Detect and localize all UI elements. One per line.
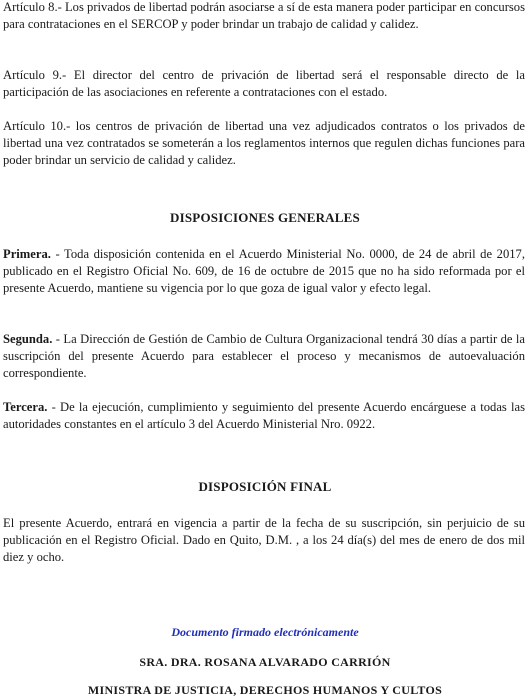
article-9: Artículo 9.- El director del centro de privación de libertad será el responsable directo de la participación de las asociaciones en referente a contrataciones con el estado. bbox=[3, 68, 525, 99]
electronic-signature-note: Documento firmado electrónicamente bbox=[171, 625, 359, 639]
final-provision-heading: DISPOSICIÓN FINAL bbox=[198, 479, 332, 494]
provision-segunda-text: - La Dirección de Gestión de Cambio de Cultura Organizacional tendrá 30 días a partir de la suscripción del presente Acuerdo para establecer el proceso y mecanismos de autoevaluación correspondiente. bbox=[3, 332, 525, 380]
provision-primera-text: - Toda disposición contenida en el Acuerdo Ministerial No. 0000, de 24 de abril de 2017, publicado en el Registro Oficial No. 609, de 16 de octubre de 2015 que no ha sido reformada por el presente Acuerdo, mantiene su vigencia por lo que goza de igual valor y efecto legal. bbox=[3, 247, 525, 295]
signer-name: SRA. DRA. ROSANA ALVARADO CARRIÓN bbox=[139, 655, 391, 669]
final-provision-text: El presente Acuerdo, entrará en vigencia a partir de la fecha de su suscripción, sin perjuicio de su publicación en el Registro Oficial. Dado en Quito, D.M. , a los 24 día(s) del mes de enero de dos mil diez y ocho. bbox=[3, 516, 525, 564]
general-provisions-heading: DISPOSICIONES GENERALES bbox=[170, 210, 360, 225]
provision-tercera bbox=[3, 399, 525, 433]
article-10: Artículo 10.- los centros de privación de libertad una vez adjudicados contratos o los privados de libertad una vez contratados se someterán a los reglamentos internos que regulen dichas funciones para poder brindar un servicio de calidad y calidez. bbox=[3, 119, 525, 167]
provision-primera-label: Primera. bbox=[3, 247, 51, 261]
provision-segunda-label: Segunda. bbox=[3, 332, 53, 346]
provision-primera bbox=[3, 246, 525, 297]
provision-tercera-text: - De la ejecución, cumplimiento y seguimiento del presente Acuerdo encárguese a todas las autoridades constantes en el artículo 3 del Acuerdo Ministerial Nro. 0922. bbox=[3, 400, 525, 431]
provision-segunda bbox=[3, 331, 525, 382]
provision-tercera-label: Tercera. bbox=[3, 400, 48, 414]
signer-title: MINISTRA DE JUSTICIA, DERECHOS HUMANOS Y CULTOS bbox=[87, 683, 443, 697]
article-8: Artículo 8.- Los privados de libertad podrán asociarse a sí de esta manera poder participar en concursos para contrataciones en el SERCOP y poder brindar un trabajo de calidad y calidez. bbox=[3, 0, 525, 31]
